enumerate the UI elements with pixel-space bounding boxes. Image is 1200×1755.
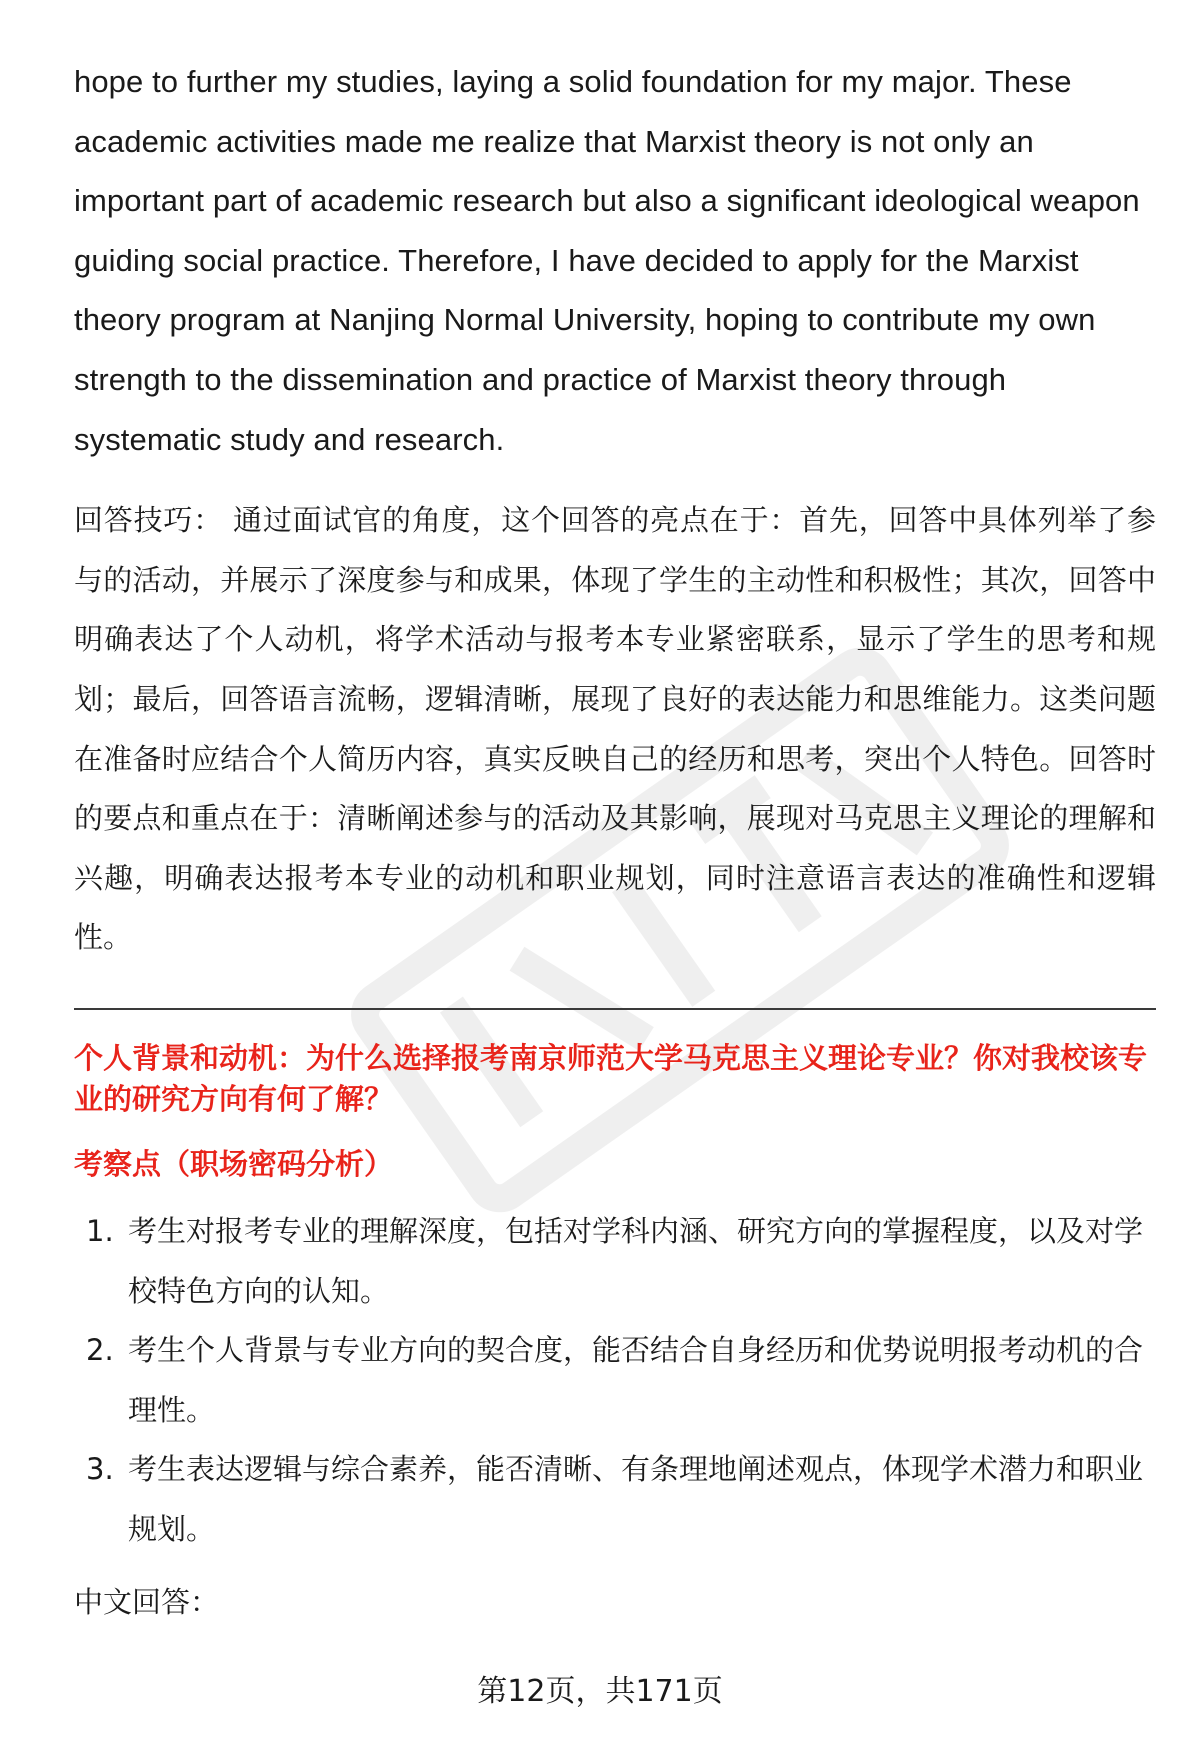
question-heading: 个人背景和动机：为什么选择报考南京师范大学马克思主义理论专业？你对我校该专业的研究方向有何了解？ (74, 1040, 1148, 1116)
section-divider (74, 1008, 1156, 1010)
chinese-answer-label: 中文回答： (74, 1585, 220, 1620)
assessment-item-number: 1. (86, 1213, 114, 1248)
assessment-item (74, 1440, 1156, 1559)
answer-tips-paragraph (74, 491, 1156, 968)
assessment-heading: 考察点（职场密码分析） (74, 1146, 394, 1181)
assessment-item-number: 2. (86, 1333, 114, 1368)
assessment-item-text: 考生个人背景与专业方向的契合度，能否结合自身经历和优势说明报考动机的合理性。 (128, 1333, 1144, 1427)
page-footer: 第12页，共171页 (477, 1674, 723, 1709)
assessment-item (74, 1202, 1156, 1321)
tips-text: 通过面试官的角度，这个回答的亮点在于：首先，回答中具体列举了参与的活动，并展示了深度参与和成果，体现了学生的主动性和积极性；其次，回答中明确表达了个人动机，将学术活动与报考本专业紧密联系，显示了学生的思考和规划；最后，回答语言流畅，逻辑清晰，展现了良好的表达能力和思维能力。这类问题在准备时应结合个人简历内容，真实反映自己的经历和思考，突出个人特色。回答时的要点和重点在于：清晰阐述参与的活动及其影响，展现对马克思主义理论的理解和兴趣，明确表达报考本专业的动机和职业规划，同时注意语言表达的准确性和逻辑性。 (74, 503, 1156, 955)
assessment-list (74, 1202, 1156, 1560)
assessment-item-text: 考生表达逻辑与综合素养，能否清晰、有条理地阐述观点，体现学术潜力和职业规划。 (128, 1452, 1144, 1546)
assessment-item-text: 考生对报考专业的理解深度，包括对学科内涵、研究方向的掌握程度，以及对学校特色方向的认知。 (128, 1213, 1144, 1308)
document-page (74, 52, 1156, 1633)
english-paragraph: hope to further my studies, laying a solid foundation for my major. These academic activities made me realize that Marxist theory is not only an important part of academic research but also a significant ideological weapon guiding social practice. Therefore, I have decided to apply for the Marxist theory program at Nanjing Normal University, hoping to contribute my own strength to the dissemination and practice of Marxist theory through systematic study and research. (74, 64, 1140, 457)
assessment-item-number: 3. (86, 1452, 114, 1487)
assessment-item (74, 1321, 1156, 1440)
tips-label: 回答技巧： (74, 503, 223, 538)
